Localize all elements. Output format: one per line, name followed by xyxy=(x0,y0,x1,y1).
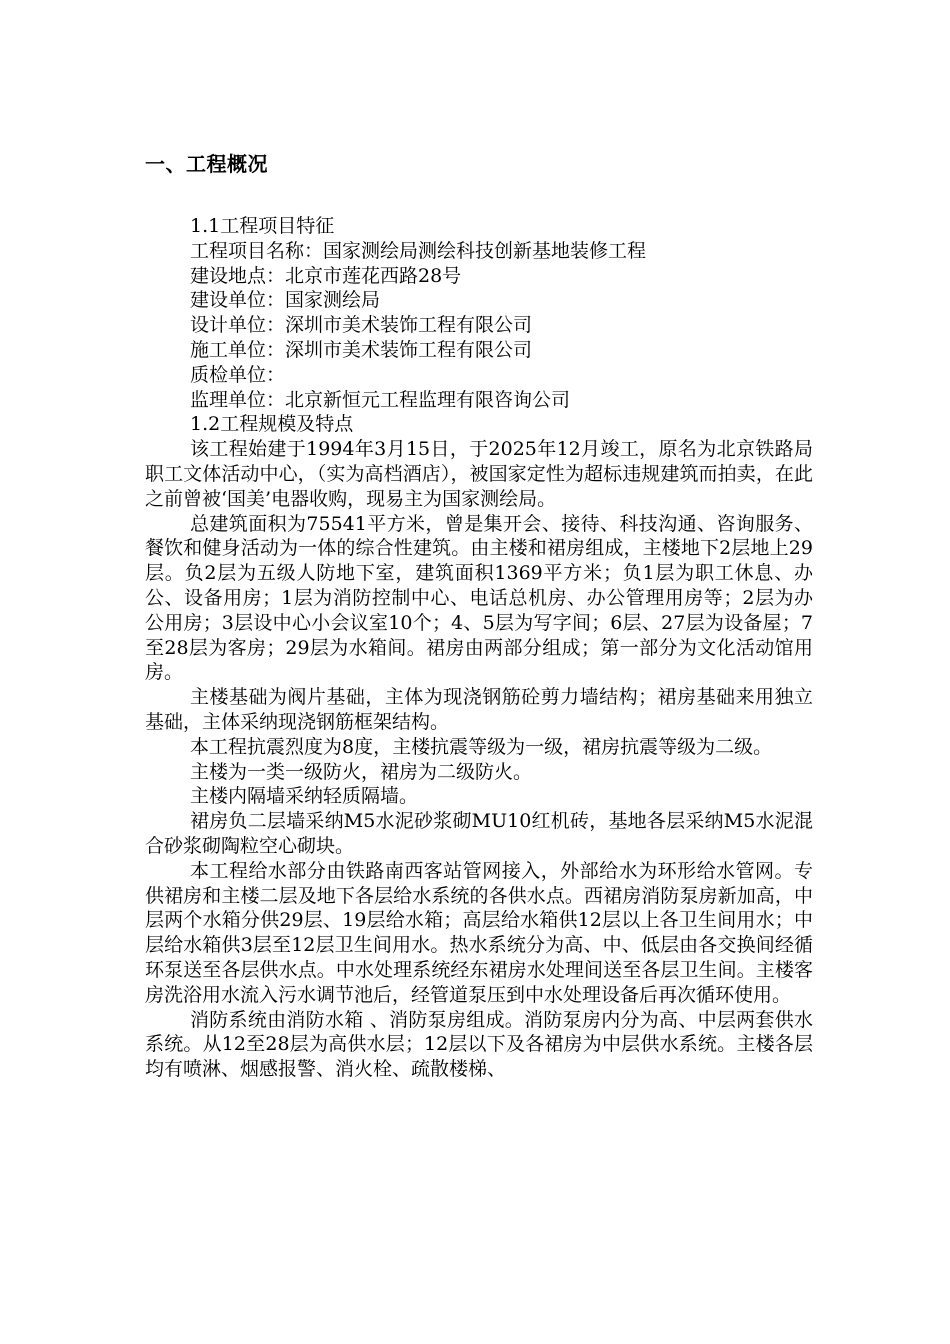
quality-inspector-field: 质检单位： xyxy=(190,363,286,386)
document-body xyxy=(145,214,813,1082)
location-field: 建设地点：北京市莲花西路28号 xyxy=(190,264,462,287)
paragraph-history: 该工程始建于1994年3月15日，于2025年12月竣工，原名为北京铁路局职工文体活动中心，（实为高档酒店），被国家定性为超标违规建筑而拍卖，在此之前曾被‘国美’电器收购，现易主为国家测绘局。 xyxy=(145,438,813,510)
owner-field: 建设单位：国家测绘局 xyxy=(190,289,381,312)
designer-field: 设计单位：深圳市美术装饰工程有限公司 xyxy=(190,314,533,337)
subsection-title: 1.2工程规模及特点 xyxy=(190,413,354,436)
section-heading: 一、工程概况 xyxy=(145,152,268,176)
paragraph-area: 总建筑面积为75541平方米，曾是集开会、接待、科技沟通、咨询服务、餐饮和健身活动为一体的综合性建筑。由主楼和裙房组成，主楼地下2层地上29层。负2层为五级人防地下室，建筑面积1369平方米；负1层为职工休息、办公、设备用房；1层为消防控制中心、电话总机房、办公管理用房等；2层为办公用房；3层设中心小会议室10个；4、5层为写字间；6层、27层为设备屋；7至28层为客房；29层为水箱间。裙房由两部分组成；第一部分为文化活动馆用房。 xyxy=(145,512,813,684)
paragraph-partition: 主楼内隔墙采纳轻质隔墙。 xyxy=(190,785,419,808)
paragraph-structure: 主楼基础为阀片基础，主体为现浇钢筋砼剪力墙结构；裙房基础来用独立基础，主体采纳现浇钢筋框架结构。 xyxy=(145,686,813,733)
paragraph-masonry: 裙房负二层墙采纳M5水泥砂浆砌MU10红机砖，基地各层采纳M5水泥混合砂浆砌陶粒空心砌块。 xyxy=(145,810,813,857)
supervisor-field: 监理单位：北京新恒元工程监理有限咨询公司 xyxy=(190,388,571,411)
subsection-title: 1.1工程项目特征 xyxy=(190,215,335,237)
contractor-field: 施工单位：深圳市美术装饰工程有限公司 xyxy=(190,338,533,361)
paragraph-fire-system: 消防系统由消防水箱 、消防泵房组成。消防泵房内分为高、中层两套供水系统。从12至28层为高供水层；12层以下及各裙房为中层供水系统。主楼各层均有喷淋、烟感报警、消火栓、疏散楼梯、 xyxy=(145,1008,813,1081)
project-name-field: 工程项目名称：国家测绘局测绘科技创新基地装修工程 xyxy=(190,239,647,262)
paragraph-fire-rating: 主楼为一类一级防火，裙房为二级防火。 xyxy=(190,760,533,783)
paragraph-seismic: 本工程抗震烈度为8度，主楼抗震等级为一级，裙房抗震等级为二级。 xyxy=(190,735,773,758)
paragraph-water-supply: 本工程给水部分由铁路南西客站管网接入，外部给水为环形给水管网。专供裙房和主楼二层及地下各层给水系统的各供水点。西裙房消防泵房新加高，中层两个水箱分供29层、19层给水箱；高层给水箱供12层以上各卫生间用水；中层给水箱供3层至12层卫生间用水。热水系统分为高、中、低层由各交换间经循环泵送至各层供水点。中水处理系统经东裙房水处理间送至各层卫生间。主楼客房洗浴用水流入污水调节池后，经管道泵压到中水处理设备后再次循环使用。 xyxy=(145,859,813,1006)
